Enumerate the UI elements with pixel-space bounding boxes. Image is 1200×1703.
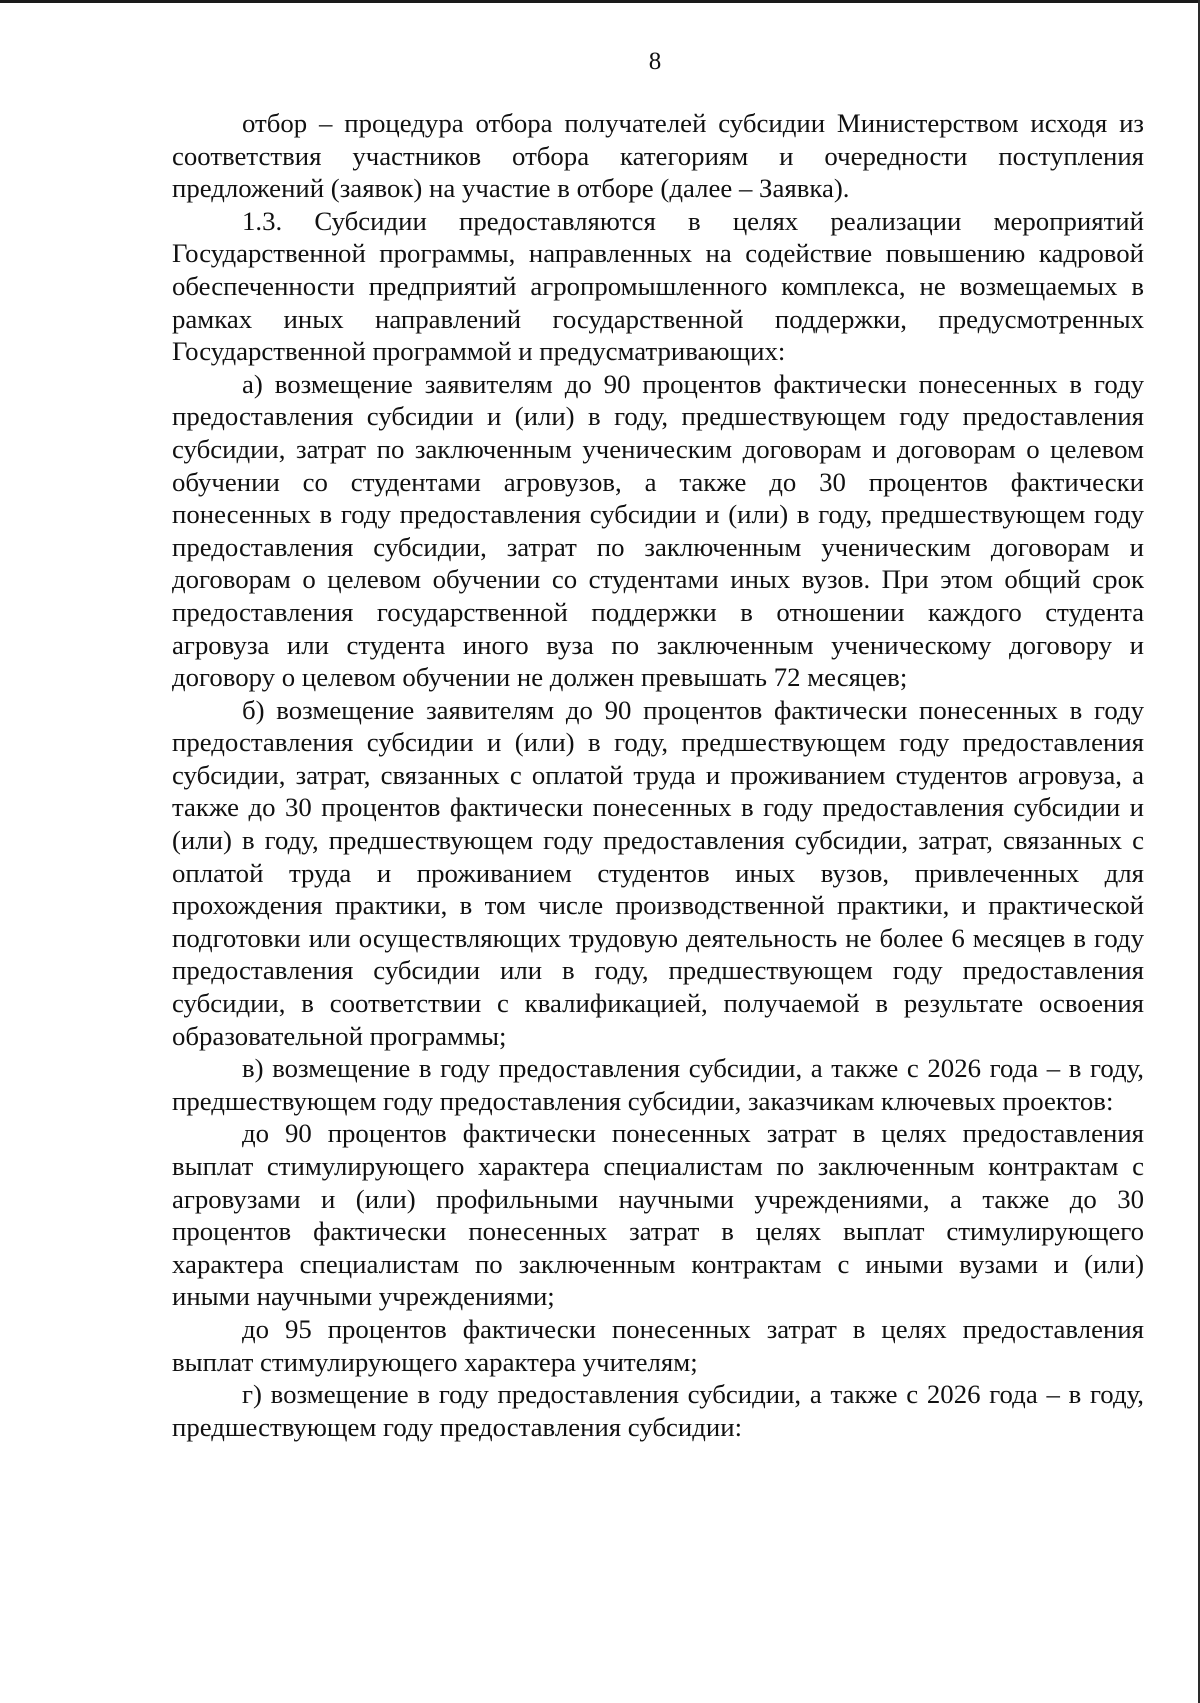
scan-edge-top <box>0 0 1200 3</box>
paragraph-b-labor-and-housing: б) возмещение заявителям до 90 процентов фактически понесенных в году предоставления субсидии и (или) в году, предшествующем году предоставления субсидии, затрат, связанных с оплатой труда и проживанием студентов агровуза, а также до 30 процентов фактически понесенных в году предоставления субсидии и (или) в году, предшествующем году предоставления субсидии, затрат, связанных с оплатой труда и проживанием студентов иных вузов, привлеченных для прохождения практики, в том числе производственной практики, и практической подготовки или осуществляющих трудовую деятельность не более 6 месяцев в году предоставления субсидии или в году, предшествующем году предоставления субсидии, в соответствии с квалификацией, получаемой в результате освоения образовательной программы; <box>172 694 1144 1051</box>
page-number: 8 <box>648 48 662 75</box>
document-body <box>172 107 1144 1443</box>
paragraph-selection-definition: отбор – процедура отбора получателей субсидии Министерством исходя из соответствия участников отбора категориям и очередности поступления предложений (заявок) на участие в отборе (далее – Заявка). <box>172 108 1144 204</box>
paragraph-g-reimbursement: г) возмещение в году предоставления субсидии, а также с 2026 года – в году, предшествующем году предоставления субсидии: <box>172 1379 1144 1442</box>
paragraph-a-training-contracts: а) возмещение заявителям до 90 процентов фактически понесенных в году предоставления субсидии и (или) в году, предшествующем году предоставления субсидии, затрат по заключенным ученическим договорам и договорам о целевом обучении со студентами агровузов, а также до 30 процентов фактически понесенных в году предоставления субсидии и (или) в году, предшествующем году предоставления субсидии, затрат по заключенным ученическим договорам и договорам о целевом обучении со студентами иных вузов. При этом общий срок предоставления государственной поддержки в отношении каждого студента агровуза или студента иного вуза по заключенным ученическому договору и договору о целевом обучении не должен превышать 72 месяцев; <box>172 368 1144 693</box>
paragraph-1-3-purpose: 1.3. Субсидии предоставляются в целях реализации мероприятий Государственной программы, направленных на содействие повышению кадровой обеспеченности предприятий агропромышленного комплекса, не возмещаемых в рамках иных направлений государственной поддержки, предусмотренных Государственной программой и предусматривающих: <box>172 205 1144 367</box>
paragraph-v-teachers-payments: до 95 процентов фактически понесенных затрат в целях предоставления выплат стимулирующего характера учителям; <box>172 1313 1144 1377</box>
paragraph-v-key-projects: в) возмещение в году предоставления субсидии, а также с 2026 года – в году, предшествующем году предоставления субсидии, заказчикам ключевых проектов: <box>172 1053 1144 1116</box>
paragraph-v-specialists-payments: до 90 процентов фактически понесенных затрат в целях предоставления выплат стимулирующего характера специалистам по заключенным контрактам с агровузами и (или) профильными научными учреждениями, а также до 30 процентов фактически понесенных затрат в целях выплат стимулирующего характера специалистам по заключенным контрактам с иными вузами и (или) иными научными учреждениями; <box>172 1118 1144 1312</box>
